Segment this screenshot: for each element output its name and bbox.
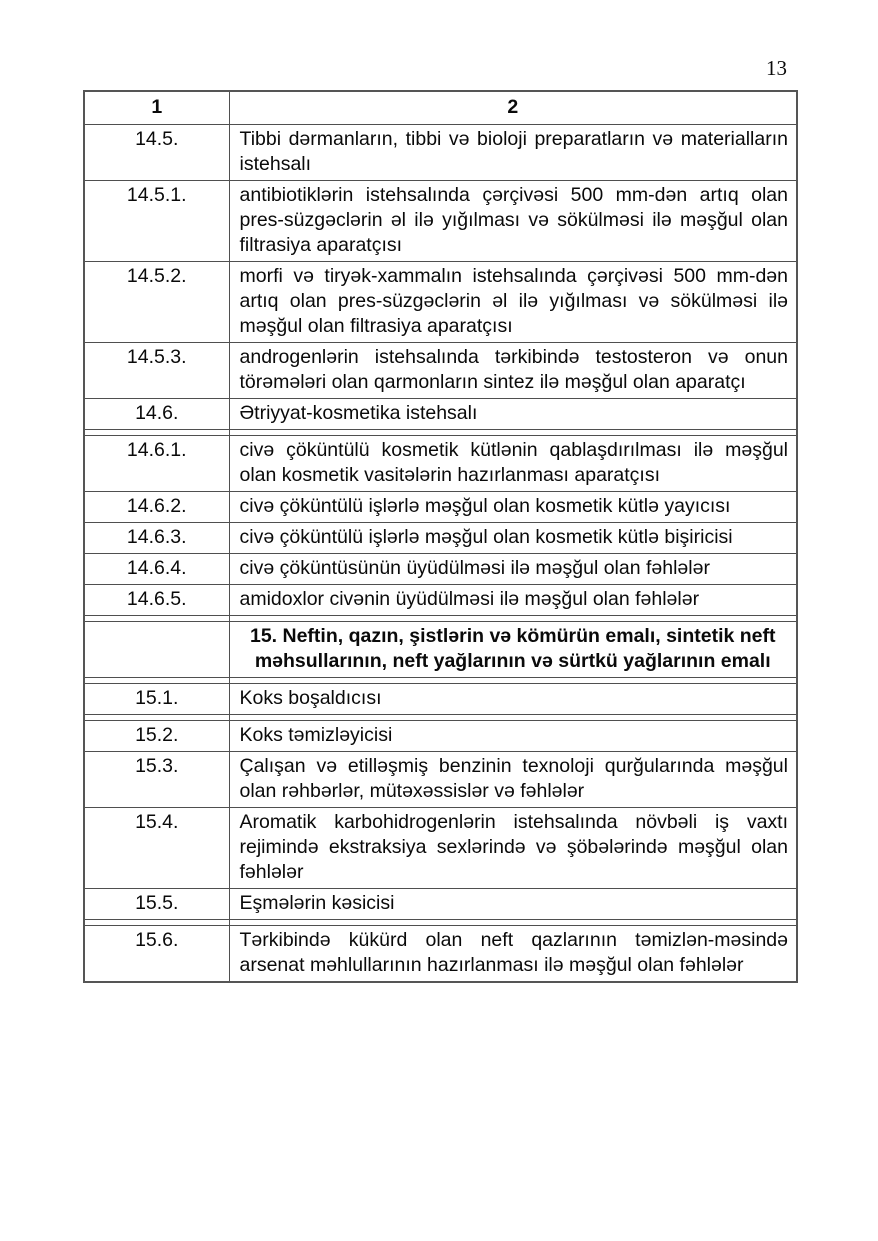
row-code: 14.6.5.	[84, 585, 229, 616]
page-number: 13	[766, 56, 787, 80]
row-code: 14.6.2.	[84, 492, 229, 523]
table-row	[84, 585, 797, 616]
row-code: 14.5.	[84, 125, 229, 181]
row-code: 14.5.2.	[84, 262, 229, 343]
row-text: Koks boşaldıcısı	[229, 684, 797, 715]
row-code: 15.5.	[84, 889, 229, 920]
row-text: Ətriyyat-kosmetika istehsalı	[229, 399, 797, 430]
row-code: 14.6.4.	[84, 554, 229, 585]
table-row	[84, 926, 797, 983]
table-row	[84, 125, 797, 181]
section-title: 15. Neftin, qazın, şistlərin və kömürün emalı, sintetik neft məhsullarının, neft yağlarının və sürtkü yağlarının emalı	[229, 622, 797, 678]
column-header-2: 2	[229, 91, 797, 125]
row-code: 14.5.1.	[84, 181, 229, 262]
row-code: 15.4.	[84, 808, 229, 889]
row-code: 15.3.	[84, 752, 229, 808]
row-text: civə çöküntülü işlərlə məşğul olan kosmetik kütlə yayıcısı	[229, 492, 797, 523]
row-text: Tərkibində kükürd olan neft qazlarının təmizlən-məsində arsenat məhlullarının hazırlanması ilə məşğul olan fəhlələr	[229, 926, 797, 983]
table-row	[84, 343, 797, 399]
table-row	[84, 492, 797, 523]
row-text: civə çöküntülü kosmetik kütlənin qablaşdırılması ilə məşğul olan kosmetik vasitələrin hazırlanması aparatçısı	[229, 436, 797, 492]
table-row	[84, 399, 797, 430]
table-row	[84, 721, 797, 752]
row-code: 15.2.	[84, 721, 229, 752]
row-text: Aromatik karbohidrogenlərin istehsalında növbəli iş vaxtı rejimində ekstraksiya sexlərində və şöbələrində məşğul olan fəhlələr	[229, 808, 797, 889]
row-text: Koks təmizləyicisi	[229, 721, 797, 752]
row-text: civə çöküntülü işlərlə məşğul olan kosmetik kütlə bişiricisi	[229, 523, 797, 554]
row-text: androgenlərin istehsalında tərkibində testosteron və onun törəmələri olan qarmonların sintez ilə məşğul olan aparatçı	[229, 343, 797, 399]
row-text: Tibbi dərmanların, tibbi və bioloji preparatların və materialların istehsalı	[229, 125, 797, 181]
classification-table	[83, 90, 798, 983]
table-row	[84, 752, 797, 808]
table-row	[84, 554, 797, 585]
table-row	[84, 684, 797, 715]
row-code: 15.1.	[84, 684, 229, 715]
row-code	[84, 622, 229, 678]
column-header-1: 1	[84, 91, 229, 125]
row-code: 14.5.3.	[84, 343, 229, 399]
table-row	[84, 181, 797, 262]
row-text: Çalışan və etilləşmiş benzinin texnoloji qurğularında məşğul olan rəhbərlər, mütəxəssislər və fəhlələr	[229, 752, 797, 808]
table-row	[84, 262, 797, 343]
row-code: 15.6.	[84, 926, 229, 983]
table-body	[84, 125, 797, 983]
table-row	[84, 889, 797, 920]
table-header-row	[84, 91, 797, 125]
table-row	[84, 523, 797, 554]
row-text: civə çöküntüsünün üyüdülməsi ilə məşğul olan fəhlələr	[229, 554, 797, 585]
section-header-row	[84, 622, 797, 678]
row-code: 14.6.1.	[84, 436, 229, 492]
row-text: antibiotiklərin istehsalında çərçivəsi 500 mm-dən artıq olan pres-süzgəclərin əl ilə yığılması və sökülməsi ilə məşğul olan filtrasiya aparatçısı	[229, 181, 797, 262]
row-code: 14.6.	[84, 399, 229, 430]
row-text: amidoxlor civənin üyüdülməsi ilə məşğul olan fəhlələr	[229, 585, 797, 616]
table-row	[84, 436, 797, 492]
row-text: morfi və tiryək-xammalın istehsalında çərçivəsi 500 mm-dən artıq olan pres-süzgəclərin əl ilə yığılması və sökülməsi ilə məşğul olan filtrasiya aparatçısı	[229, 262, 797, 343]
row-text: Eşmələrin kəsicisi	[229, 889, 797, 920]
row-code: 14.6.3.	[84, 523, 229, 554]
table-row	[84, 808, 797, 889]
